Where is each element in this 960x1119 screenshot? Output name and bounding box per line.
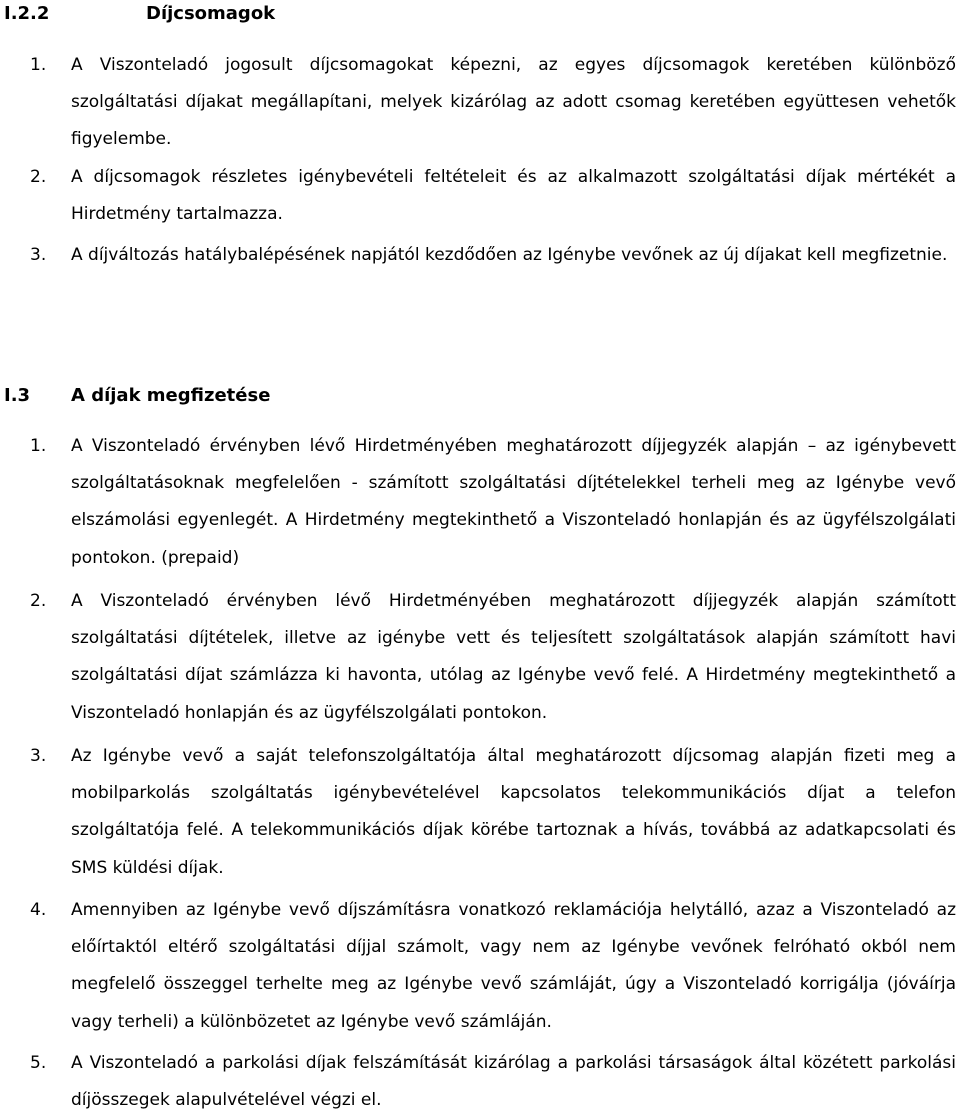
list-item-text: A díjváltozás hatálybalépésének napjától kezdődően az Igénybe vevőnek az új díjakat kell megfizetnie.	[71, 245, 948, 265]
section-title: Díjcsomagok	[146, 3, 276, 24]
section-heading	[4, 2, 276, 26]
list-item-number: 3.	[30, 746, 47, 766]
list-item-text: A díjcsomagok részletes igénybevételi feltételeit és az alkalmazott szolgáltatási díjak mértékét a Hirdetmény tartalmazza.	[71, 167, 956, 224]
list-item-text: A Viszonteladó érvényben lévő Hirdetményében meghatározott díjjegyzék alapján – az igénybevett szolgáltatásoknak megfelelően - számított szolgáltatási díjtételekkel terheli meg az Igénybe vevő elszámolási egyenlegét. A Hirdetmény megtekinthető a Viszonteladó honlapján és az ügyfélszolgálati pontokon. (prepaid)	[71, 436, 956, 568]
list-item-number: 1.	[30, 55, 47, 75]
list-item-text: Az Igénybe vevő a saját telefonszolgáltatója által meghatározott díjcsomag alapján fizeti meg a mobilparkolás szolgáltatás igénybevételével kapcsolatos telekommunikációs díjat a telefon szolgáltatója felé. A telekommunikációs díjak körébe tartoznak a hívás, továbbá az adatkapcsolati és SMS küldési díjak.	[71, 746, 956, 878]
list-item-number: 2.	[30, 591, 47, 611]
list-item-number: 3.	[30, 245, 47, 265]
list-item-number: 1.	[30, 436, 47, 456]
list-item-text: A Viszonteladó a parkolási díjak felszámítását kizárólag a parkolási társaságok által közétett parkolási díjösszegek alapulvételével végzi el.	[71, 1053, 956, 1111]
list-item-number: 5.	[30, 1053, 47, 1073]
section-title: A díjak megfizetése	[71, 385, 271, 406]
list-item-number: 4.	[30, 900, 47, 920]
section-heading	[4, 384, 271, 408]
list-item-text: Amennyiben az Igénybe vevő díjszámításra vonatkozó reklamációja helytálló, azaz a Viszonteladó az előírtaktól eltérő szolgáltatási díjjal számolt, vagy nem az Igénybe vevőnek felróható okból nem megfelelő összeggel terhelte meg az Igénybe vevő számláját, úgy a Viszonteladó korrigálja (jóváírja vagy terheli) a különbözetet az Igénybe vevő számláján.	[71, 900, 956, 1032]
section-number: I.2.2	[4, 3, 50, 24]
list-item-text: A Viszonteladó jogosult díjcsomagokat képezni, az egyes díjcsomagok keretében különböző szolgáltatási díjakat megállapítani, melyek kizárólag az adott csomag keretében együttesen vehetők figyelembe.	[71, 55, 956, 149]
list-item-text: A Viszonteladó érvényben lévő Hirdetményében meghatározott díjjegyzék alapján számított szolgáltatási díjtételek, illetve az igénybe vett és teljesített szolgáltatások alapján számított havi szolgáltatási díjat számlázza ki havonta, utólag az Igénybe vevő felé. A Hirdetmény megtekinthető a Viszonteladó honlapján és az ügyfélszolgálati pontokon.	[71, 591, 956, 723]
list-item-number: 2.	[30, 167, 47, 187]
section-number: I.3	[4, 385, 31, 406]
